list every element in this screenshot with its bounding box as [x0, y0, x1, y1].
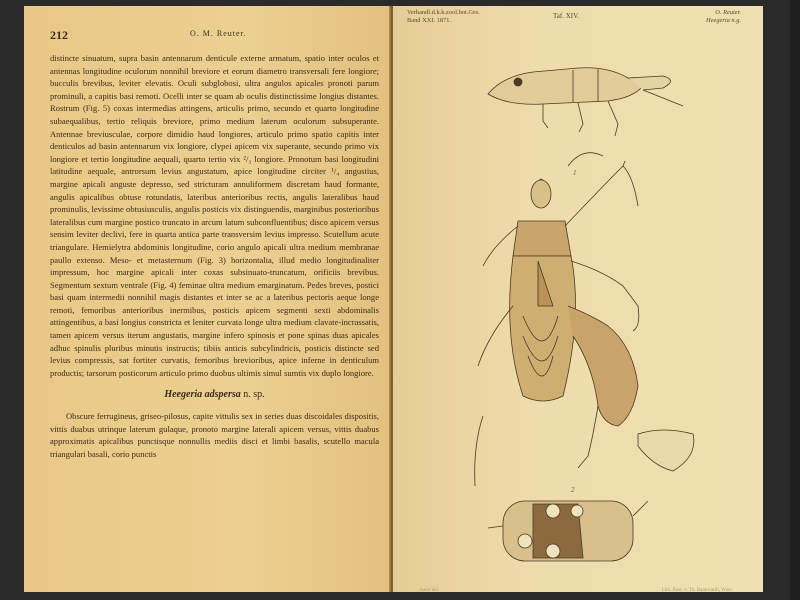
- running-head-author: O. M. Reuter.: [190, 29, 247, 38]
- plate-genus: Heegeria n.g.: [706, 17, 741, 24]
- plate-author-name: O. Reuter.: [715, 9, 741, 16]
- species-description: Obscure ferrugineus, griseo-pilosus, capite vittulis sex in series duas discoidales dispositis, vittis duabus utrinque laterum gulaque, pronoto margine laterali apicem versus, vittis duabus approximatis apicalibus punctisque nonnullis mediis disci et limbi basalis, scutello macula triangulari basali, corio punctis: [50, 411, 379, 459]
- right-page-plate: [393, 6, 763, 592]
- species-suffix: n. sp.: [243, 389, 265, 401]
- species-heading: [50, 389, 379, 402]
- plate-footer-left: Autor del.: [419, 588, 440, 593]
- journal-line-2: Band XXI. 1871.: [407, 17, 452, 24]
- left-page: [24, 6, 391, 592]
- figure-label-1: 1: [573, 169, 577, 177]
- insect-dorsal-view: [478, 153, 639, 468]
- insect-side-view: [488, 68, 683, 136]
- antenna-detail: [475, 416, 483, 486]
- paragraph: distincte sinuatum, supra basin antennarum denticule externe armatum, spatio inter oculos et antennas longitudine oculorum nonnihil breviore et eorum diametro transversali fere longiore; bucculis brevibus, leviter elevatis. Oculi subglobosi, ultra angulos apicales pronoti parum prominuli, a capitis basi remoti. Ocelli inter se quam ab oculis distinctissime longius distantes. Rostrum (Fig. 5) coxas intermedias attingens, articulis primo, secundo et quarto longitudine subaequalibus, tertio reliquis breviore, primo medium laterum oculorum subsuperante. Antennae breviusculae, corpore dimidio haud longiores, articulo primo spatio capitis inter denticulos ad basin antennarum vix longiore, clypei apicem vix superante, secundo primo vix longiore et tertio longitudine aequali, quarto tertio vix ²/₃ longiore. Pronotum basi longitudini latitudine aequale, antrorsum levius angustatum, apice longitudine circiter ¹/₄ angustius, margine apicali anguste depresso, sed stricturam annuliformem discretam haud formante, angulis apicalibus obtuse rotundatis, lateribus anterioribus rectis, angulis lateralibus haud prominulis, levissime obtusiusculis, angulis posticis vix distinguendis, marginibus posterioribus lateralibus cum margine postico truncato in arcum latum subconfluentibus; disco apicem versus sensim leviter declivi, fere in quarta antica parte transversim levius impresso. Scutellum acute triangulare. Hemielytra abdominis longitudine, corio angulo apicali ultra medium membranae paullo extenso. Meso- et metasternum (Fig. 3) horizontalia, illud medio longitudinaliter impressum, hoc margine apicali inter coxas subsinuato-truncatum, orificiis brevibus. Segmentum sextum ventrale (Fig. 4) feminae ultra medium emarginatum. Pedes breves, postici basi quam intermedii nonnihil magis distantes et inter se ac a lateribus pectoris aeque longe remoti, femoribus anterioribus inermibus, posticis apicem segmenti sexti abdominalis attingentibus, a basi longius constricta et leniter curvata longe ultra medium clavate-incrassatis, tamen apicem versus iterum angustatis, margine infero spinosis et pone spinas duas apicales adhuc spinulis pluribus minutis instructis; tibiis anticis subcylindricis, posticis distincte sed levius compressis, sat fortiter curvatis, femoribus brevioribus, apice inferne in denticulum productis; tarsorum posticorum articulo primo duobus ultimis simul sumtis vix duplo longiore.: [50, 53, 379, 378]
- journal-line-1: Verhandl.d.k.k.zool.bot.Ges.: [407, 9, 480, 16]
- insect-plate-illustration: [393, 6, 763, 592]
- running-head: [50, 28, 379, 46]
- page-number: 212: [50, 28, 68, 42]
- sternum-view: [488, 501, 648, 561]
- body-text: [50, 52, 379, 460]
- species-name: Heegeria adspersa: [164, 389, 241, 401]
- plate-footer-right: Lith. Anst. v. Th. Bannwarth, Wien.: [661, 588, 733, 593]
- scrollbar[interactable]: [790, 0, 800, 600]
- figure-label-2: 2: [571, 486, 575, 494]
- segment-detail: [638, 430, 694, 471]
- plate-number: Taf. XIV.: [553, 12, 580, 20]
